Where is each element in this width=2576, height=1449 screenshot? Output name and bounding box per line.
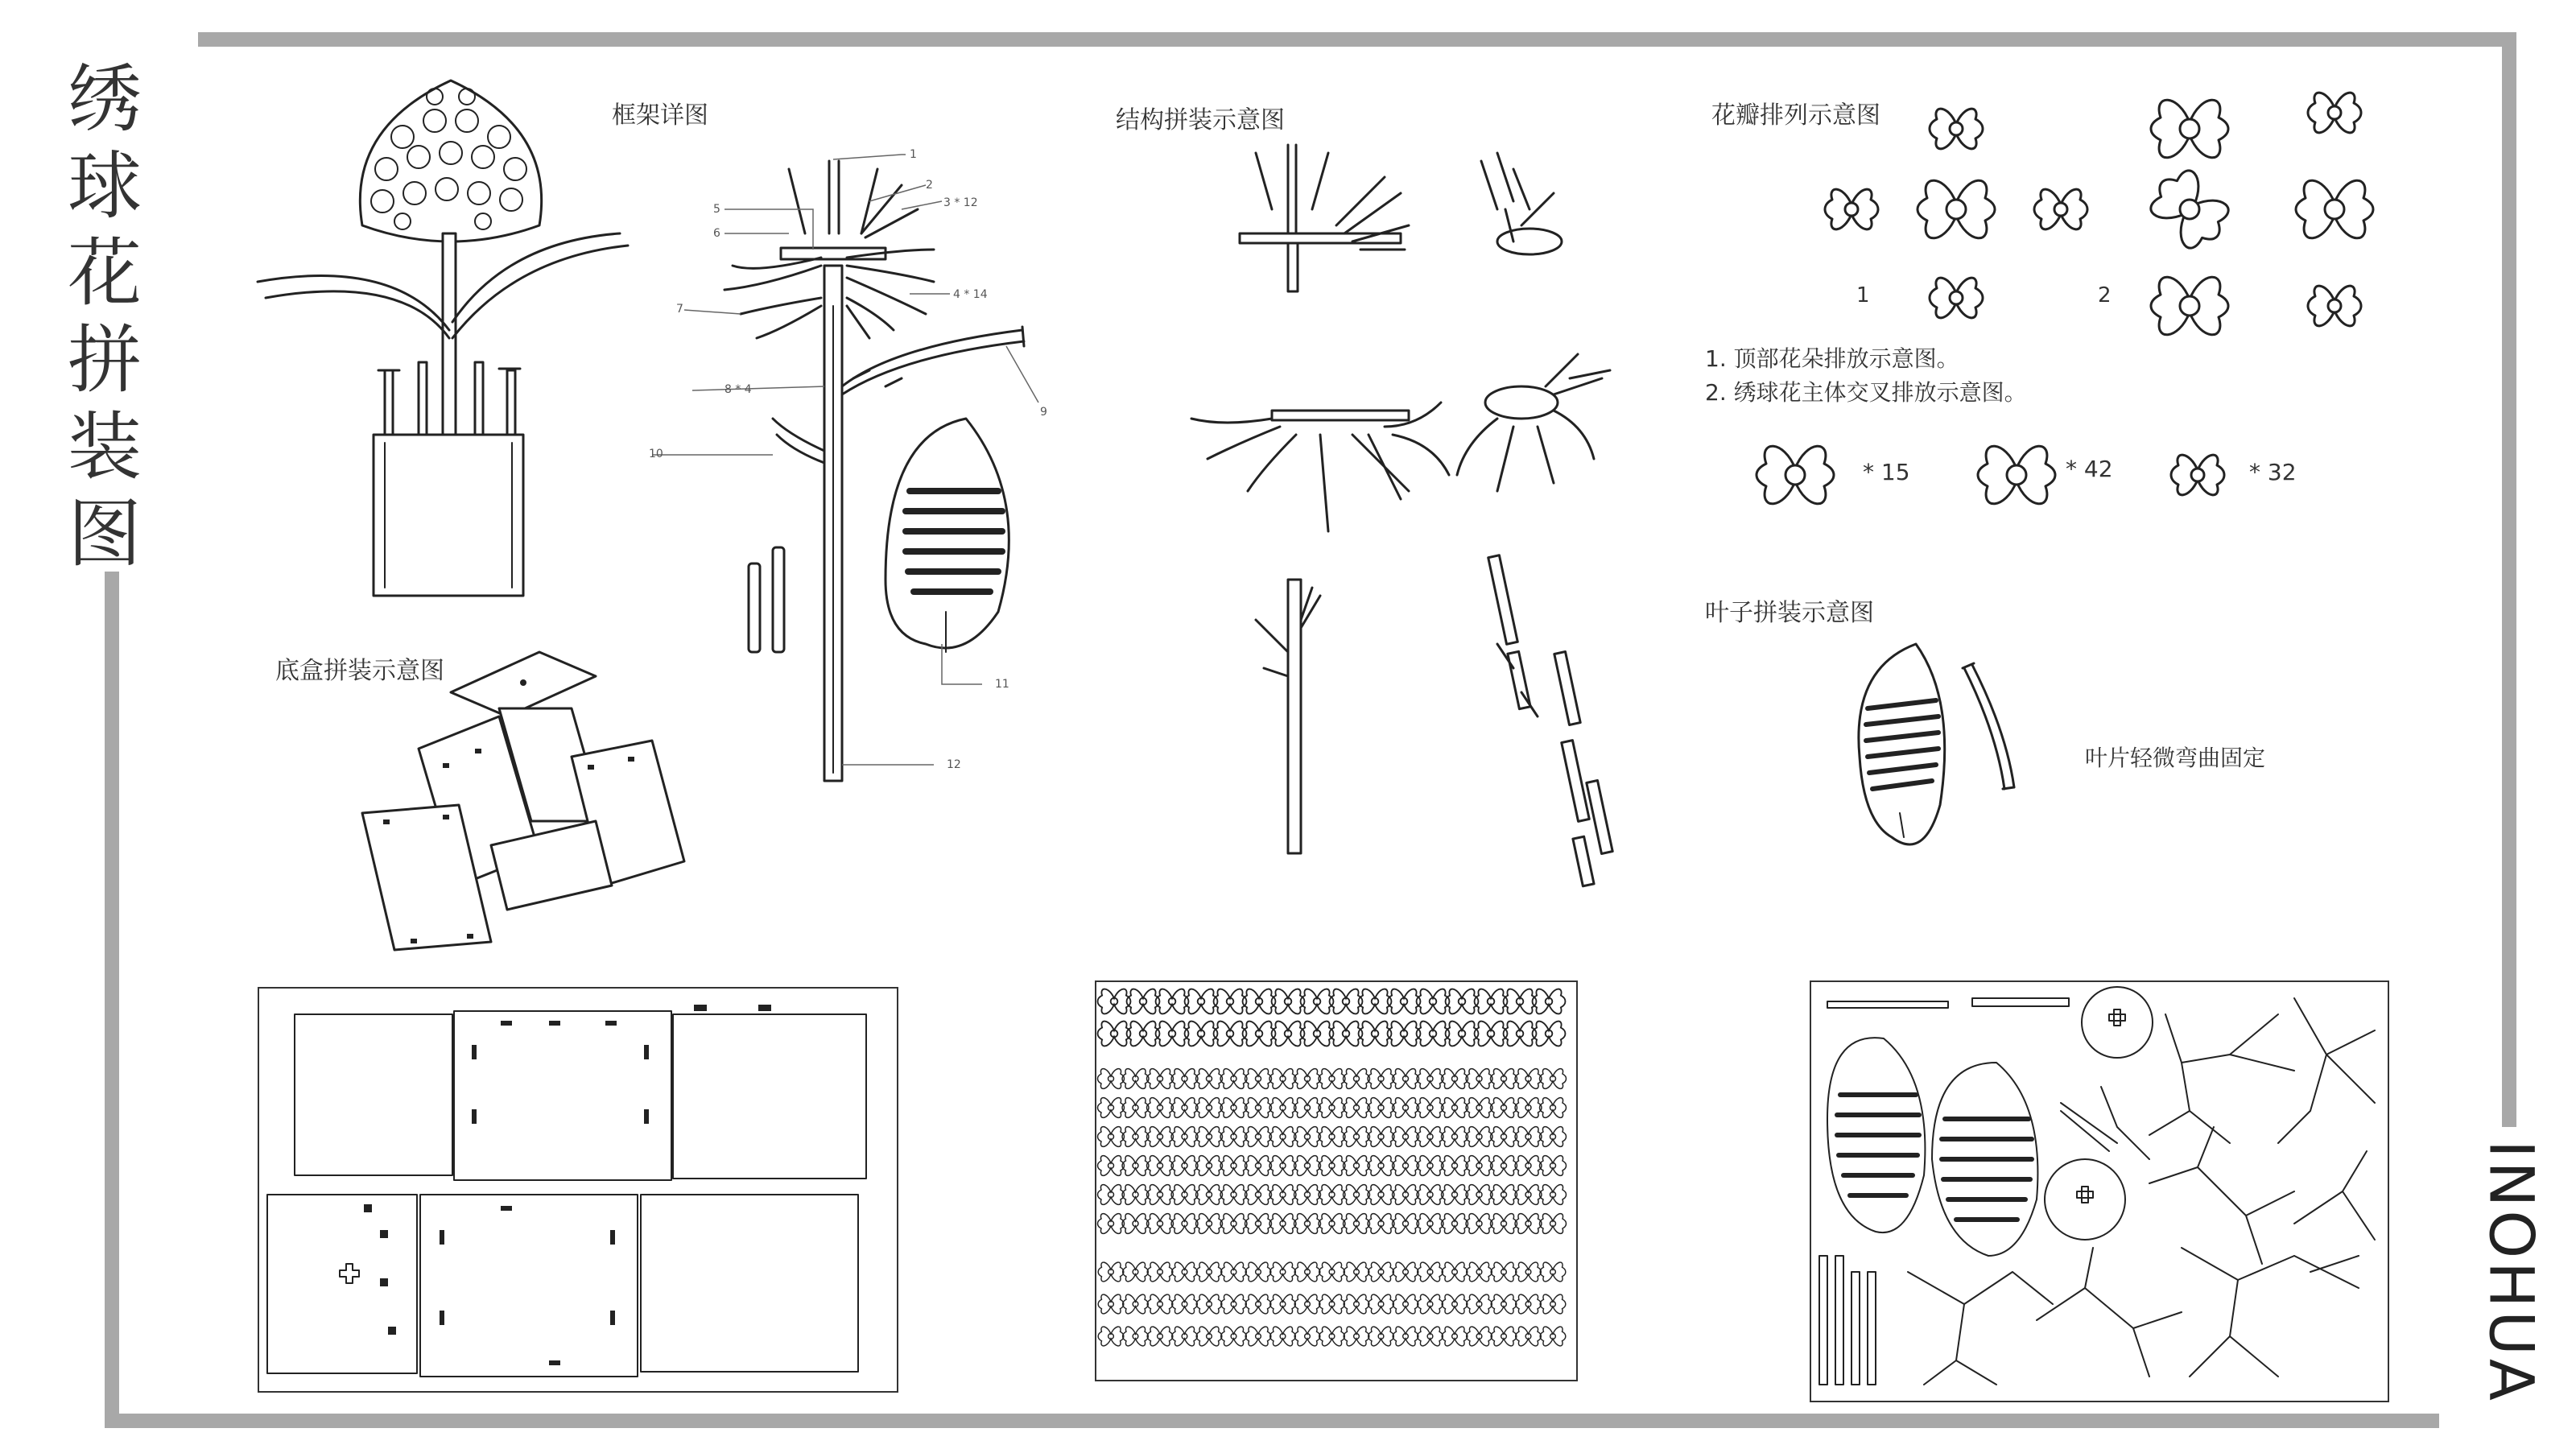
petal-piece [1270, 1262, 1296, 1282]
petal-piece [1368, 1185, 1394, 1205]
petal-piece [1359, 989, 1392, 1014]
petal-piece [1171, 1214, 1198, 1234]
petal-piece [1220, 1098, 1247, 1118]
petal-piece [1171, 1098, 1198, 1118]
callout-3: 3 * 12 [943, 196, 978, 209]
callout-5: 5 [713, 203, 720, 216]
petal-piece [1417, 1156, 1443, 1176]
leaf-part [1827, 1038, 1925, 1232]
title-char: 装 [68, 404, 142, 490]
petal-piece [1156, 989, 1189, 1014]
petal-piece [1272, 989, 1305, 1014]
petal-piece [1172, 1294, 1198, 1314]
petal-piece [1269, 1156, 1296, 1176]
petal-piece [1417, 1214, 1443, 1234]
petal-piece [1098, 1262, 1124, 1282]
petal-piece [1245, 1069, 1272, 1089]
petal-piece [1171, 1069, 1198, 1089]
petal-piece [1098, 1214, 1125, 1234]
petal-piece [1533, 1022, 1566, 1046]
petal-piece [1294, 1098, 1321, 1118]
petal-piece [1515, 1098, 1542, 1118]
petal-piece [1196, 1294, 1222, 1314]
petal-piece [1516, 1262, 1542, 1282]
frame-top-bar [198, 32, 2516, 47]
petal-piece [1417, 989, 1450, 1014]
petal-piece [1269, 1069, 1296, 1089]
petal-piece [1172, 1262, 1198, 1282]
petal-piece [1245, 1098, 1272, 1118]
petal-piece [1098, 1185, 1125, 1205]
callout-6: 6 [713, 227, 720, 240]
petal-piece [1319, 1262, 1345, 1282]
petal-piece [1442, 1156, 1468, 1176]
petal-piece [1221, 1262, 1247, 1282]
petal-piece [1245, 1294, 1271, 1314]
petal-piece [1442, 1069, 1468, 1089]
frame-parts-cut-sheet [1810, 980, 2389, 1402]
petal-piece [1491, 1214, 1517, 1234]
petal-piece [1196, 1214, 1223, 1234]
callout-7: 7 [676, 303, 683, 316]
petal-piece [1127, 1022, 1160, 1046]
petal-piece [1393, 1294, 1418, 1314]
petal-piece [1294, 1327, 1320, 1346]
petal-piece [1418, 1327, 1443, 1346]
assembly-step-stem-pieces [1488, 555, 1612, 886]
large-four-petal-flower-icon [1918, 180, 1995, 238]
rotated-flower-icon [2142, 162, 2238, 258]
large-four-petal-flower-icon [1757, 446, 1834, 504]
petal-piece [1359, 1022, 1392, 1046]
petal-piece [1147, 1098, 1174, 1118]
petal-piece [1418, 1294, 1443, 1314]
petal-piece [1344, 1327, 1369, 1346]
petal-piece [1269, 1127, 1296, 1147]
petal-piece [1418, 1262, 1443, 1282]
petal-piece [1442, 1214, 1468, 1234]
petal-piece [1516, 1294, 1542, 1314]
petal-piece [1368, 1069, 1394, 1089]
callout-11: 11 [995, 678, 1009, 691]
petal-piece [1442, 1294, 1468, 1314]
petal-piece [1344, 1262, 1369, 1282]
petal-piece [1504, 1022, 1537, 1046]
petal-piece [1393, 1127, 1419, 1147]
petal-piece [1196, 1156, 1223, 1176]
arrangement-label-1: 1 [1856, 283, 1870, 308]
petal-piece [1368, 1127, 1394, 1147]
petal-note-2: 2. 绣球花主体交叉排放示意图。 [1705, 379, 2027, 406]
petal-piece [1319, 1069, 1345, 1089]
petal-piece [1214, 989, 1247, 1014]
petal-piece [1393, 1069, 1419, 1089]
petal-piece [1393, 1185, 1419, 1205]
petal-piece [1171, 1185, 1198, 1205]
petal-piece [1319, 1127, 1345, 1147]
petal-piece [1269, 1214, 1296, 1234]
petal-piece [1368, 1327, 1394, 1346]
four-petal-flower-icon [1930, 109, 1983, 149]
title-char: 图 [68, 491, 142, 577]
assembly-step-top-fork [1240, 145, 1409, 291]
count-label: * 15 [1863, 459, 1910, 485]
petal-piece [1294, 1185, 1321, 1205]
leaf-part [1932, 1063, 2037, 1256]
brand-wordmark [2475, 1140, 2548, 1404]
title-char: 球 [68, 143, 142, 229]
petal-piece [1245, 1214, 1272, 1234]
structure-assembly-label: 结构拼装示意图 [1116, 106, 1285, 134]
petal-piece [1245, 1262, 1271, 1282]
petal-piece [1098, 1127, 1125, 1147]
petal-piece [1330, 1022, 1363, 1046]
structure-assembly-drawings [1175, 137, 1674, 910]
petal-piece [1123, 1294, 1149, 1314]
callout-2: 2 [926, 179, 933, 192]
petal-piece [1147, 1156, 1174, 1176]
petal-arrangement-label: 花瓣排列示意图 [1711, 101, 1880, 130]
petal-piece [1196, 1327, 1222, 1346]
petal-piece [1122, 1069, 1149, 1089]
petal-piece [1269, 1098, 1296, 1118]
petal-piece [1220, 1156, 1247, 1176]
petal-piece [1220, 1127, 1247, 1147]
petal-piece [1319, 1185, 1345, 1205]
petal-piece [1245, 1156, 1272, 1176]
petal-piece [1245, 1127, 1272, 1147]
petal-piece [1491, 1098, 1517, 1118]
callout-9: 9 [1040, 406, 1047, 419]
petal-piece [1344, 1098, 1370, 1118]
petal-piece [1301, 989, 1334, 1014]
petal-piece [1467, 1294, 1492, 1314]
petal-piece [1368, 1156, 1394, 1176]
frame-left-bar [105, 572, 119, 1426]
petal-piece [1123, 1327, 1149, 1346]
petal-piece [1466, 1127, 1492, 1147]
petal-piece [1294, 1262, 1320, 1282]
petal-piece [1344, 1156, 1370, 1176]
petal-piece [1245, 1327, 1271, 1346]
petal-piece [1344, 1127, 1370, 1147]
four-petal-flower-icon [2034, 189, 2087, 229]
petal-piece [1368, 1098, 1394, 1118]
petal-piece [1466, 1098, 1492, 1118]
petal-piece [1466, 1214, 1492, 1234]
petal-piece [1122, 1185, 1149, 1205]
petal-piece [1475, 1022, 1508, 1046]
petal-piece [1491, 1262, 1517, 1282]
petal-piece [1540, 1214, 1567, 1234]
petal-piece [1466, 1156, 1492, 1176]
petal-piece [1491, 1327, 1517, 1346]
petal-piece [1491, 1069, 1517, 1089]
four-petal-flower-icon [2171, 455, 2224, 495]
petal-piece [1540, 1127, 1567, 1147]
petal-piece [1098, 1098, 1125, 1118]
petal-piece [1393, 1098, 1419, 1118]
petal-piece [1220, 1185, 1247, 1205]
petal-piece [1272, 1022, 1305, 1046]
petal-piece [1540, 1098, 1567, 1118]
assembly-step-branch-hub-iso [1457, 354, 1610, 491]
petal-piece [1319, 1327, 1345, 1346]
petal-piece [1533, 989, 1566, 1014]
petal-piece [1442, 1127, 1468, 1147]
petal-piece [1171, 1156, 1198, 1176]
petal-piece [1540, 1069, 1567, 1089]
callout-10: 10 [649, 448, 663, 460]
petal-piece [1098, 1069, 1125, 1089]
petal-piece [1540, 1185, 1567, 1205]
petal-piece [1466, 1185, 1492, 1205]
petal-piece [1196, 1262, 1222, 1282]
petal-piece [1172, 1327, 1198, 1346]
petal-piece [1122, 1156, 1149, 1176]
petal-piece [1393, 1156, 1419, 1176]
petal-piece [1344, 1294, 1369, 1314]
four-petal-flower-icon [2308, 93, 2361, 133]
petal-piece [1515, 1185, 1542, 1205]
callout-8: 8 * 4 [724, 383, 752, 396]
petal-arrangement-drawing [1819, 97, 2399, 354]
petal-piece [1221, 1294, 1247, 1314]
callout-4: 4 * 14 [953, 288, 988, 301]
brand-text: INOHUA [2475, 1140, 2548, 1404]
assembly-step-branch-hub [1191, 402, 1449, 531]
petal-piece [1122, 1214, 1149, 1234]
petals-cut-sheet [1095, 980, 1578, 1381]
petal-count-icons [1755, 435, 2278, 515]
petal-piece [1147, 1327, 1173, 1346]
petal-piece [1515, 1127, 1542, 1147]
assembly-step-stem [1256, 580, 1320, 853]
four-petal-flower-icon [1930, 278, 1983, 318]
petal-piece [1516, 1327, 1542, 1346]
petal-piece [1156, 1022, 1189, 1046]
petal-piece [1269, 1185, 1296, 1205]
four-petal-flower-icon [2308, 286, 2361, 326]
count-label: * 32 [2249, 459, 2297, 485]
petal-piece [1417, 1185, 1443, 1205]
petal-piece [1147, 1294, 1173, 1314]
petal-piece [1515, 1069, 1542, 1089]
petal-piece [1196, 1127, 1223, 1147]
petal-piece [1393, 1214, 1419, 1234]
petal-piece [1344, 1069, 1370, 1089]
petal-piece [1196, 1069, 1223, 1089]
frame-right-bar [2502, 32, 2516, 1127]
petal-piece [1388, 989, 1421, 1014]
petal-piece [1417, 1127, 1443, 1147]
four-petal-flower-icon [1825, 189, 1878, 229]
petal-piece [1294, 1214, 1321, 1234]
title-char: 花 [68, 230, 142, 316]
petal-piece [1540, 1262, 1566, 1282]
frame-bottom-bar [105, 1414, 2439, 1428]
title-char: 拼 [68, 317, 142, 403]
petal-piece [1147, 1127, 1174, 1147]
large-four-petal-flower-icon [2296, 180, 2373, 238]
title-char: 绣 [68, 56, 142, 142]
page-title [68, 56, 140, 578]
arrangement-label-2: 2 [2098, 283, 2112, 308]
petal-piece [1504, 989, 1537, 1014]
frame-parts-layout [1811, 982, 2388, 1401]
frame-detail-label: 框架详图 [612, 101, 708, 130]
petal-piece [1442, 1327, 1468, 1346]
petal-piece [1330, 989, 1363, 1014]
count-label: * 42 [2066, 456, 2113, 482]
petal-piece [1196, 1185, 1223, 1205]
petal-piece [1491, 1127, 1517, 1147]
petal-piece [1294, 1127, 1321, 1147]
petal-piece [1171, 1127, 1198, 1147]
petal-piece [1388, 1022, 1421, 1046]
petal-piece [1515, 1214, 1542, 1234]
petal-piece [1442, 1262, 1468, 1282]
large-four-petal-flower-icon [2151, 277, 2228, 335]
petal-piece [1368, 1262, 1394, 1282]
petal-piece [1122, 1127, 1149, 1147]
petal-piece [1515, 1156, 1542, 1176]
petal-piece [1221, 1327, 1247, 1346]
large-four-petal-flower-icon [1978, 446, 2055, 504]
petal-piece [1147, 1262, 1173, 1282]
petal-piece [1319, 1098, 1345, 1118]
petal-piece [1466, 1069, 1492, 1089]
petal-piece [1301, 1022, 1334, 1046]
petal-piece [1344, 1214, 1370, 1234]
petal-piece [1368, 1294, 1394, 1314]
gear-part [2045, 1159, 2125, 1240]
petal-piece [1446, 989, 1479, 1014]
petal-piece [1098, 1022, 1131, 1046]
petal-piece [1123, 1262, 1149, 1282]
petals-layout [1096, 982, 1576, 1380]
petal-piece [1147, 1214, 1174, 1234]
petal-piece [1185, 1022, 1218, 1046]
petal-piece [1442, 1185, 1468, 1205]
petal-piece [1368, 1214, 1394, 1234]
petal-piece [1344, 1185, 1370, 1205]
petal-piece [1245, 1185, 1272, 1205]
petal-piece [1147, 1185, 1174, 1205]
petal-piece [1122, 1098, 1149, 1118]
petal-piece [1243, 1022, 1276, 1046]
petal-piece [1127, 989, 1160, 1014]
petal-piece [1417, 1098, 1443, 1118]
petal-note-1: 1. 顶部花朵排放示意图。 [1705, 345, 1959, 372]
petal-piece [1467, 1262, 1492, 1282]
petal-piece [1270, 1327, 1296, 1346]
petal-piece [1319, 1214, 1345, 1234]
petal-piece [1294, 1069, 1321, 1089]
large-four-petal-flower-icon [2151, 100, 2228, 158]
petal-piece [1467, 1327, 1492, 1346]
petal-piece [1491, 1185, 1517, 1205]
petal-piece [1393, 1327, 1418, 1346]
box-panels-layout [259, 989, 897, 1391]
petal-piece [1417, 1069, 1443, 1089]
leaf-note: 叶片轻微弯曲固定 [2085, 745, 2266, 771]
petal-piece [1446, 1022, 1479, 1046]
petal-piece [1098, 1327, 1124, 1346]
petal-piece [1294, 1294, 1320, 1314]
petal-piece [1319, 1294, 1345, 1314]
petal-piece [1294, 1156, 1321, 1176]
petal-piece [1417, 1022, 1450, 1046]
petal-piece [1270, 1294, 1296, 1314]
petal-piece [1540, 1327, 1566, 1346]
petal-piece [1220, 1069, 1247, 1089]
leaf-assembly-drawing [1835, 636, 2037, 861]
gear-part [2082, 987, 2153, 1058]
petal-piece [1214, 1022, 1247, 1046]
petal-piece [1196, 1098, 1223, 1118]
petal-piece [1491, 1156, 1517, 1176]
petal-piece [1185, 989, 1218, 1014]
leaf-assembly-label: 叶子拼装示意图 [1705, 599, 1874, 627]
hydrangea-illustration [242, 64, 660, 612]
petal-piece [1220, 1214, 1247, 1234]
assembly-step-top-fork-iso [1481, 153, 1562, 254]
callout-12: 12 [947, 758, 961, 771]
petal-piece [1098, 1156, 1125, 1176]
petal-piece [1098, 1294, 1124, 1314]
base-box-exploded-drawing [354, 644, 724, 950]
petal-piece [1540, 1294, 1566, 1314]
petal-piece [1147, 1069, 1174, 1089]
petal-piece [1442, 1098, 1468, 1118]
box-panels-cut-sheet [258, 987, 898, 1393]
petal-piece [1243, 989, 1276, 1014]
petal-piece [1540, 1156, 1567, 1176]
petal-piece [1319, 1156, 1345, 1176]
petal-piece [1491, 1294, 1517, 1314]
petal-piece [1098, 989, 1131, 1014]
petal-piece [1475, 989, 1508, 1014]
callout-1: 1 [910, 148, 917, 161]
petal-piece [1393, 1262, 1418, 1282]
base-box-label: 底盒拼装示意图 [275, 657, 444, 685]
